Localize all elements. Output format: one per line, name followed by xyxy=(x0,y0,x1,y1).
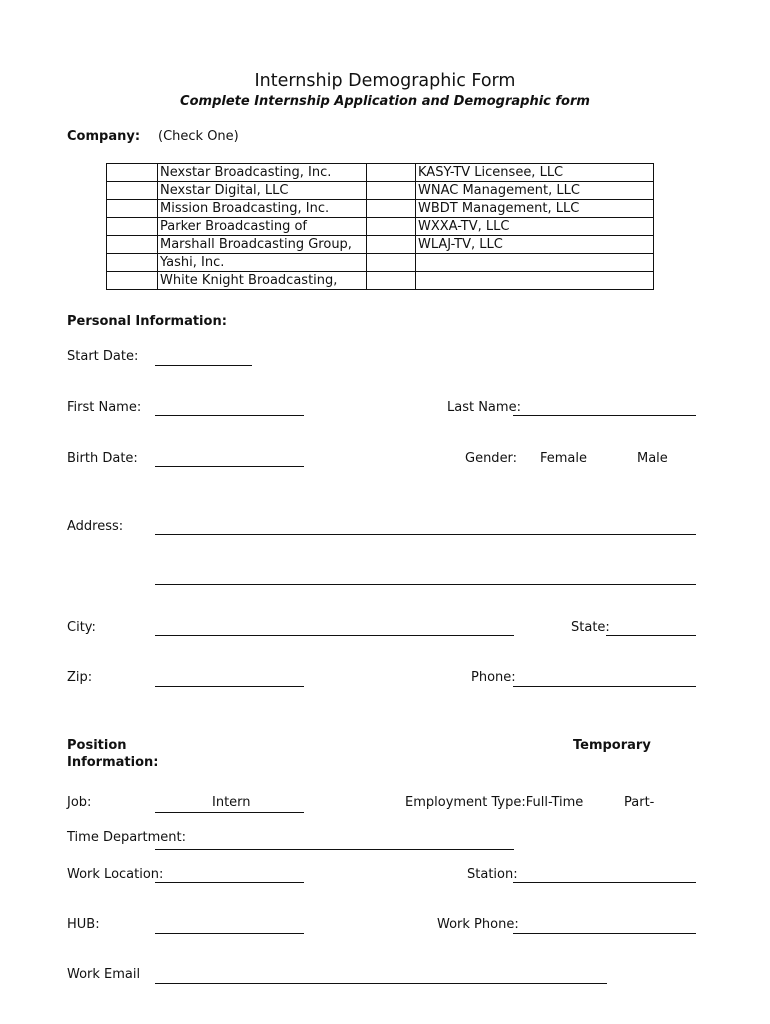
work-phone-field[interactable] xyxy=(513,933,696,934)
table-row xyxy=(107,182,654,200)
form-title: Internship Demographic Form xyxy=(254,71,516,91)
station-label: Station: xyxy=(467,867,518,882)
hub-field[interactable] xyxy=(155,933,304,934)
temporary-label: Temporary xyxy=(573,738,651,753)
company-checkbox[interactable] xyxy=(107,218,158,236)
zip-label: Zip: xyxy=(67,670,93,685)
work-email-label: Work Email xyxy=(67,967,141,982)
personal-heading: Personal Information: xyxy=(67,314,227,329)
gender-male-option[interactable]: Male xyxy=(637,451,668,466)
gender-label: Gender: xyxy=(465,451,518,466)
company-checkbox[interactable] xyxy=(367,254,416,272)
company-name-left: Nexstar Digital, LLC xyxy=(158,182,367,200)
company-checkbox[interactable] xyxy=(107,254,158,272)
state-field[interactable] xyxy=(606,635,696,636)
work-email-field[interactable] xyxy=(155,983,607,984)
station-field[interactable] xyxy=(513,882,696,883)
job-field[interactable] xyxy=(155,812,304,813)
part-time-option[interactable]: Part- xyxy=(624,795,655,810)
company-hint: (Check One) xyxy=(158,129,239,144)
company-checkbox[interactable] xyxy=(107,164,158,182)
work-location-label: Work Location: xyxy=(67,867,164,882)
table-row xyxy=(107,236,654,254)
department-label: Time Department: xyxy=(67,830,186,845)
company-checkbox[interactable] xyxy=(367,272,416,290)
position-heading-line1: Position xyxy=(67,738,127,753)
job-value: Intern xyxy=(212,795,251,810)
state-label: State: xyxy=(571,620,610,635)
company-checkbox[interactable] xyxy=(107,236,158,254)
company-label: Company: xyxy=(67,129,141,144)
birth-date-field[interactable] xyxy=(155,466,304,467)
company-checkbox[interactable] xyxy=(367,236,416,254)
company-name-left: White Knight Broadcasting, xyxy=(158,272,367,290)
company-table xyxy=(106,163,654,290)
employment-type-label: Employment Type:Full-Time xyxy=(405,795,584,810)
last-name-label: Last Name: xyxy=(447,400,521,415)
company-checkbox[interactable] xyxy=(107,182,158,200)
start-date-field[interactable] xyxy=(155,365,252,366)
company-checkbox[interactable] xyxy=(367,200,416,218)
table-row xyxy=(107,254,654,272)
company-name-right: WLAJ-TV, LLC xyxy=(416,236,654,254)
company-name-left: Mission Broadcasting, Inc. xyxy=(158,200,367,218)
company-name-left: Marshall Broadcasting Group, xyxy=(158,236,367,254)
company-name-right: KASY-TV Licensee, LLC xyxy=(416,164,654,182)
gender-female-option[interactable]: Female xyxy=(540,451,588,466)
company-name-left: Nexstar Broadcasting, Inc. xyxy=(158,164,367,182)
city-field[interactable] xyxy=(155,635,514,636)
form-subtitle: Complete Internship Application and Demographic form xyxy=(180,94,590,109)
table-row xyxy=(107,164,654,182)
company-checkbox[interactable] xyxy=(367,164,416,182)
phone-label: Phone: xyxy=(471,670,516,685)
company-checkbox[interactable] xyxy=(367,218,416,236)
phone-field[interactable] xyxy=(513,686,696,687)
zip-field[interactable] xyxy=(155,686,304,687)
company-checkbox[interactable] xyxy=(107,272,158,290)
company-name-right: WNAC Management, LLC xyxy=(416,182,654,200)
company-name-left: Yashi, Inc. xyxy=(158,254,367,272)
table-row xyxy=(107,272,654,290)
city-label: City: xyxy=(67,620,96,635)
first-name-field[interactable] xyxy=(155,415,304,416)
job-label: Job: xyxy=(67,795,92,810)
position-heading-line2: Information: xyxy=(67,755,159,770)
company-name-right: WBDT Management, LLC xyxy=(416,200,654,218)
start-date-label: Start Date: xyxy=(67,349,139,364)
address-line-1-field[interactable] xyxy=(155,534,696,535)
company-name-right xyxy=(416,254,654,272)
work-phone-label: Work Phone: xyxy=(437,917,519,932)
address-label: Address: xyxy=(67,519,124,534)
address-line-2-field[interactable] xyxy=(155,584,696,585)
company-checkbox[interactable] xyxy=(367,182,416,200)
table-row xyxy=(107,200,654,218)
last-name-field[interactable] xyxy=(513,415,696,416)
work-location-field[interactable] xyxy=(155,882,304,883)
company-name-left: Parker Broadcasting of xyxy=(158,218,367,236)
company-name-right xyxy=(416,272,654,290)
table-row xyxy=(107,218,654,236)
company-name-right: WXXA-TV, LLC xyxy=(416,218,654,236)
birth-date-label: Birth Date: xyxy=(67,451,138,466)
hub-label: HUB: xyxy=(67,917,100,932)
first-name-label: First Name: xyxy=(67,400,142,415)
company-checkbox[interactable] xyxy=(107,200,158,218)
department-field[interactable] xyxy=(155,849,514,850)
